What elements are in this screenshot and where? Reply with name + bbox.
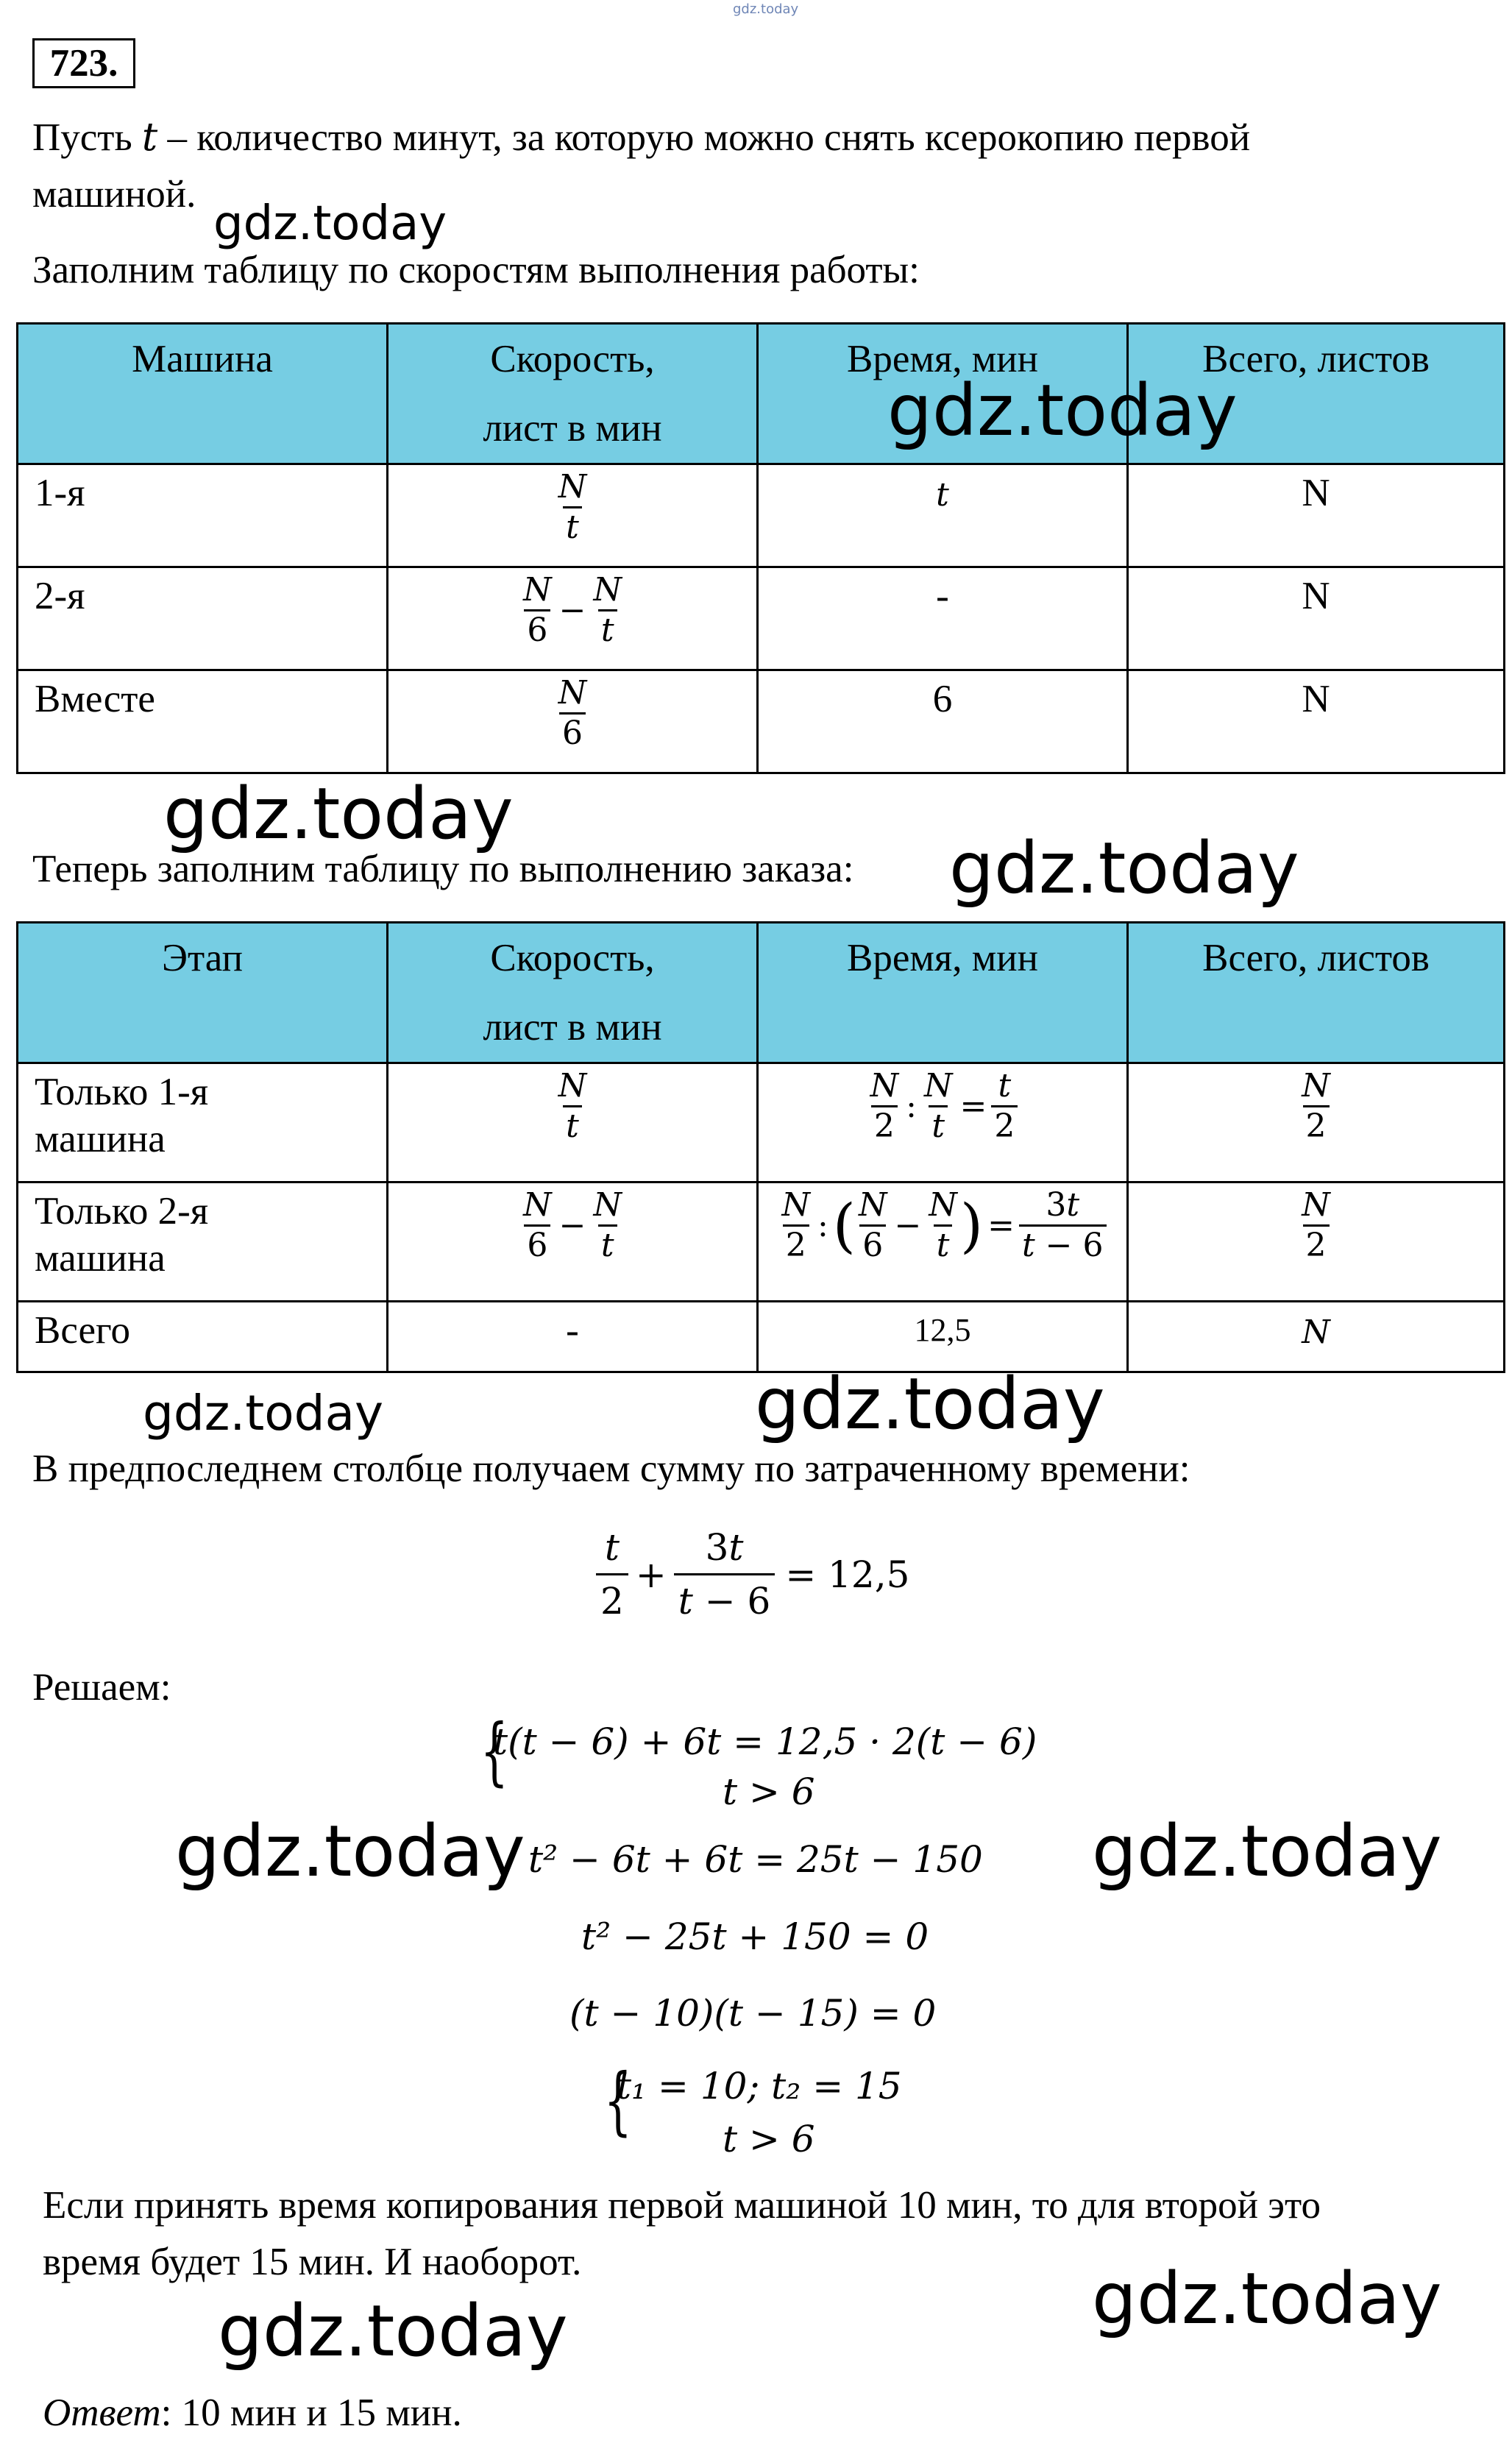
speed-cell: - — [388, 1302, 758, 1372]
order-table-header-stage: Этап — [18, 923, 388, 1063]
conclusion-line-2: время будет 15 мин. И наоборот. — [43, 2241, 582, 2283]
speed-table-header-total: Всего, листов — [1128, 324, 1505, 464]
speed-table-header-machine: Машина — [18, 324, 388, 464]
fraction-n-over-t: $\frac{N}{t}$ — [558, 468, 587, 546]
table-row — [18, 464, 1505, 567]
watermark: gdz.today — [218, 2290, 568, 2372]
table-row — [18, 567, 1505, 670]
step-2: t² − 6t + 6t = 25t − 150 — [528, 1838, 983, 1881]
total-cell: N — [1128, 464, 1505, 567]
table2-intro: Теперь заполним таблицу по выполнению заказа: — [32, 848, 854, 890]
speed-table — [16, 322, 1505, 774]
fraction-n-over-6: $\frac{N}{6}$ — [558, 674, 587, 752]
answer — [43, 2390, 462, 2437]
sum-text: В предпоследнем столбце получаем сумму по затраченному времени: — [32, 1447, 1190, 1490]
row-label: Только 1-я машина — [18, 1063, 388, 1183]
watermark: gdz.today — [1092, 2258, 1442, 2340]
system-brace-1: { — [480, 1708, 508, 1794]
fraction-n-over-2: $\frac{N}{2}$ — [1302, 1067, 1330, 1145]
fraction-n-over-t: $\frac{N}{t}$ — [558, 1067, 587, 1145]
speed-cell — [388, 464, 758, 567]
order-table-header-time: Время, мин — [758, 923, 1128, 1063]
time-cell: t — [758, 464, 1128, 567]
main-equation: $\frac{t}{2}$ + $\frac{3t}{t - 6}$ = 12,5 — [596, 1529, 909, 1620]
answer-label: Ответ — [43, 2391, 161, 2434]
solve-label: Решаем: — [32, 1666, 171, 1709]
intro-line-2: машиной. — [32, 173, 196, 216]
watermark: gdz.today — [163, 773, 514, 855]
problem-number-box — [32, 38, 135, 88]
main-equation-rhs: = 12,5 — [785, 1553, 910, 1596]
watermark: gdz.today — [143, 1385, 384, 1442]
total-cell — [1128, 1183, 1505, 1302]
row-label: Только 2-я машина — [18, 1183, 388, 1302]
watermark: gdz.today — [755, 1363, 1105, 1445]
watermark: gdz.today — [175, 1810, 525, 1893]
time-cell: $\frac{N}{2}$ :( $\frac{N}{6}$ − $\frac{N}{t}$ ) = $\frac{3t}{t - 6}$ — [758, 1183, 1128, 1302]
table-row — [18, 1183, 1505, 1302]
order-table — [16, 921, 1505, 1373]
speed-table-header-speed: Скорость, лист в мин — [388, 324, 758, 464]
system1-line1: t(t − 6) + 6t = 12,5 · 2(t − 6) — [493, 1720, 1037, 1763]
total-cell: N — [1128, 1302, 1505, 1372]
table-row — [18, 670, 1505, 773]
total-cell: N — [1128, 670, 1505, 773]
step-4: (t − 10)(t − 15) = 0 — [569, 1992, 937, 2035]
intro-line-1-before: Пусть — [32, 116, 142, 159]
watermark: gdz.today — [213, 196, 447, 251]
intro-line-1-after: – количество минут, за которую можно снять ксерокопию первой — [157, 116, 1251, 159]
watermark: gdz.today — [1092, 1810, 1442, 1893]
intro-line-1 — [32, 114, 1250, 162]
problem-number: 723. — [49, 42, 118, 85]
row-label: 1-я — [18, 464, 388, 567]
watermark: gdz.today — [949, 827, 1299, 910]
intro-line-3: Заполним таблицу по скоростям выполнения работы: — [32, 249, 920, 291]
system2-line1: t₁ = 10; t₂ = 15 — [617, 2065, 902, 2107]
total-cell: N — [1128, 567, 1505, 670]
order-table-header-total: Всего, листов — [1128, 923, 1505, 1063]
total-cell — [1128, 1063, 1505, 1183]
table-row — [18, 1063, 1505, 1183]
speed-table-header-time: Время, мин — [758, 324, 1128, 464]
row-label: Всего — [18, 1302, 388, 1372]
system-brace-2: { — [603, 2057, 632, 2144]
speed-cell: $\frac{N}{6}$ − $\frac{N}{t}$ — [388, 567, 758, 670]
top-watermark: gdz.today — [733, 1, 799, 17]
row-label: Вместе — [18, 670, 388, 773]
speed-cell: $\frac{N}{6}$ − $\frac{N}{t}$ — [388, 1183, 758, 1302]
table-row — [18, 1302, 1505, 1372]
fraction-n-over-2: $\frac{N}{2}$ — [1302, 1186, 1330, 1264]
answer-text: : 10 мин и 15 мин. — [160, 2391, 462, 2434]
time-cell: 6 — [758, 670, 1128, 773]
conclusion-line-1: Если принять время копирования первой машиной 10 мин, то для второй это — [43, 2184, 1321, 2227]
time-cell: - — [758, 567, 1128, 670]
intro-variable-t: t — [141, 115, 158, 160]
row-label: 2-я — [18, 567, 388, 670]
order-table-header-speed: Скорость, лист в мин — [388, 923, 758, 1063]
speed-cell — [388, 670, 758, 773]
fraction-n-over-6: $\frac{N}{6}$ — [523, 571, 552, 649]
system1-line2: t > 6 — [723, 1770, 815, 1813]
watermark: gdz.today — [887, 369, 1238, 452]
time-cell: 12,5 — [758, 1302, 1128, 1372]
step-3: t² − 25t + 150 = 0 — [581, 1915, 929, 1958]
system2-line2: t > 6 — [723, 2118, 815, 2160]
time-cell: $\frac{N}{2}$ : $\frac{N}{t}$ = $\frac{t}{2}$ — [758, 1063, 1128, 1183]
fraction-n-over-t: $\frac{N}{t}$ — [593, 571, 622, 649]
speed-cell — [388, 1063, 758, 1183]
